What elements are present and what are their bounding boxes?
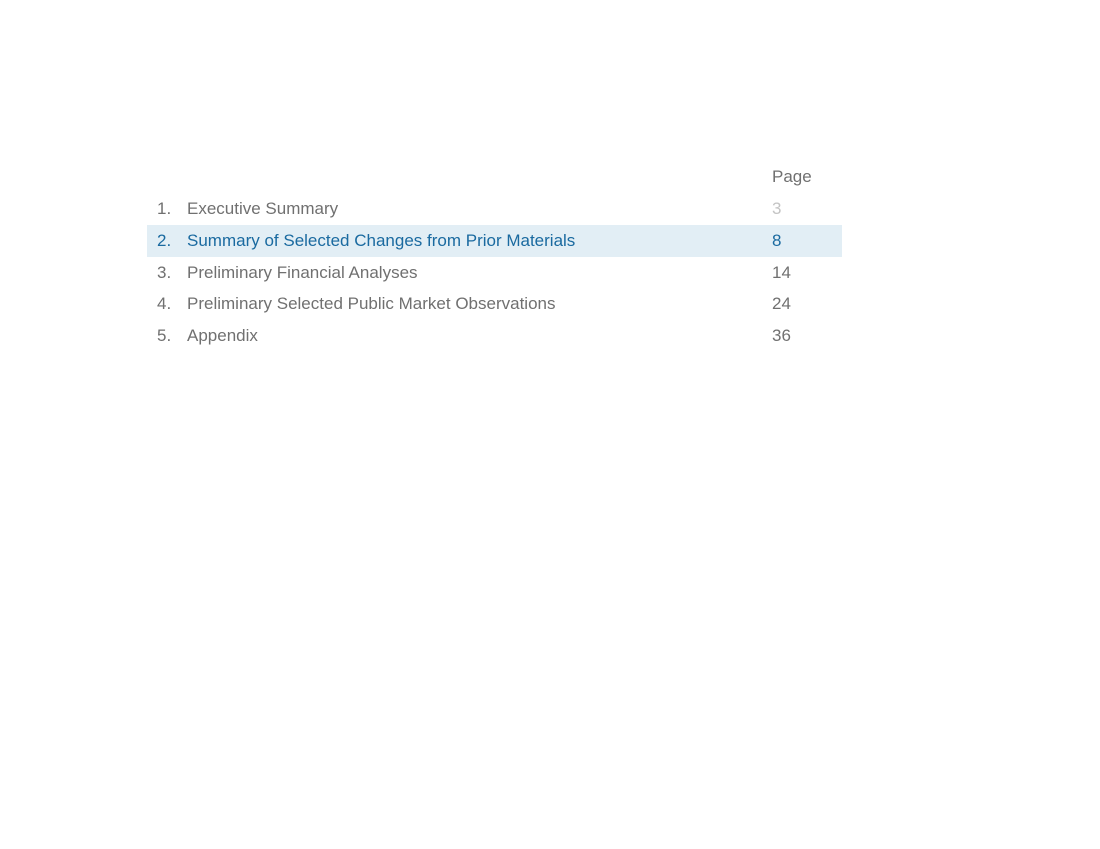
toc-item-appendix[interactable] — [147, 320, 842, 352]
toc-item-page: 24 — [772, 294, 791, 314]
toc-item-number: 5. — [157, 326, 172, 345]
toc-item-number: 1. — [157, 199, 172, 218]
toc-item-page: 36 — [772, 326, 791, 345]
toc-item-page: 14 — [772, 262, 791, 282]
toc-item-title: Preliminary Financial Analyses — [187, 262, 418, 282]
toc-item-title: Summary of Selected Changes from Prior Materials — [187, 230, 576, 250]
toc-item-page: 3 — [772, 199, 782, 218]
toc-item-executive-summary[interactable] — [147, 193, 842, 225]
table-of-contents — [147, 161, 842, 352]
page-column-header: Page — [772, 167, 812, 186]
toc-item-title: Preliminary Selected Public Market Observations — [187, 294, 556, 314]
toc-header — [147, 161, 842, 193]
toc-item-title: Appendix — [187, 326, 258, 345]
toc-item-preliminary-financial-analyses[interactable] — [147, 257, 842, 289]
toc-item-page: 8 — [772, 230, 782, 250]
toc-item-number: 3. — [157, 262, 172, 282]
toc-item-title: Executive Summary — [187, 199, 339, 218]
toc-item-summary-of-selected-changes[interactable] — [147, 225, 842, 257]
toc-item-public-market-observations[interactable] — [147, 288, 842, 320]
toc-item-number: 4. — [157, 294, 172, 314]
toc-item-number: 2. — [157, 230, 172, 250]
